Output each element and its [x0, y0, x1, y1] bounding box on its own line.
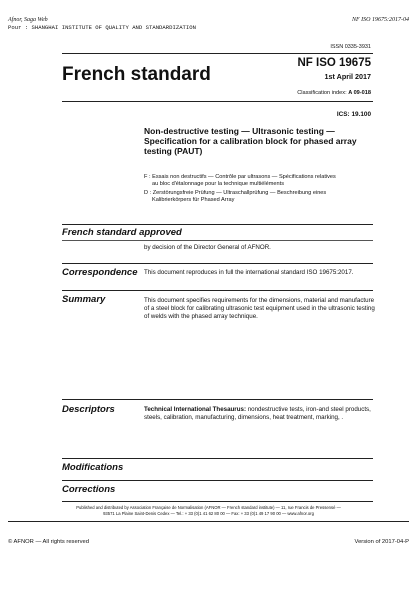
translation-fr-line1	[144, 174, 336, 181]
descriptors-text	[144, 406, 371, 422]
approved-title: French standard approved	[62, 227, 182, 238]
publisher-line1: Published and distributed by Association Française de Normalisation (AFNOR — French standard institute) — 11, rue Francis de Pressensé —	[76, 505, 341, 510]
translation-fr	[144, 174, 336, 189]
approved-rule	[62, 224, 373, 225]
ics-label: ICS:	[336, 111, 350, 118]
document-title: Non-destructive testing — Ultrasonic testing — Specification for a calibration block for phased array testing (PAUT)	[144, 126, 357, 156]
descriptors-title: Descriptors	[62, 404, 115, 415]
classification-label: Classification index:	[297, 90, 347, 96]
summary-text	[144, 297, 375, 322]
publisher-info	[44, 505, 373, 517]
translation-de-line1	[144, 190, 326, 197]
top-rule	[62, 53, 373, 54]
header-reference: NF ISO 19675:2017-04	[352, 17, 409, 23]
footer-bottom-rule	[8, 521, 409, 522]
summary-line: of welds with the phased array technique.	[144, 313, 258, 321]
summary-line: This document specifies requirements for the dimensions, material and manufacture	[144, 297, 375, 304]
standard-number: NF ISO 19675	[297, 57, 371, 69]
header-source: Afnor, Saga Web	[8, 17, 48, 23]
translation-de	[144, 190, 326, 205]
translation-de-line2: Kalibrierkörpers für Phased Array	[152, 197, 235, 204]
descriptors-line1	[144, 406, 371, 414]
translation-de-text1: Zerstörungsfreie Prüfung — Ultraschallprüfung — Beschreibung eines	[152, 190, 327, 196]
publisher-line2: 93571 La Plaine Saint-Denis Cedex — Tel.: + 33 (0)1 41 62 80 00 — Fax: + 33 (0)1 49 17 90 00 — www.afnor.org	[103, 511, 314, 516]
footer-rule	[62, 501, 373, 502]
descriptors-rule	[62, 399, 373, 400]
correspondence-rule	[62, 263, 373, 264]
correspondence-text: This document reproduces in full the international standard ISO 19675:2017.	[144, 269, 354, 276]
summary-rule	[62, 290, 373, 291]
descriptors-line2: steels, calibration, manufacturing, dimensions, heat treatment, marking, .	[144, 414, 344, 422]
corrections-title: Corrections	[62, 484, 116, 495]
page-title: French standard	[62, 64, 211, 85]
modifications-rule	[62, 458, 373, 459]
issn: ISSN 0335-3931	[330, 44, 371, 50]
descriptors-values1: nondestructive tests, iron-and steel products,	[246, 406, 371, 413]
modifications-title: Modifications	[62, 462, 124, 473]
classification-rule	[62, 101, 373, 102]
translation-fr-line2: au bloc d'étalonnage pour la technique multiéléments	[152, 181, 284, 188]
header-recipient: Pour : SHANGHAI INSTITUTE OF QUALITY AND STANDARDIZATION	[8, 24, 196, 31]
approved-underline	[62, 240, 373, 241]
classification-value: A 09-018	[348, 90, 371, 96]
approved-text: by decision of the Director General of AFNOR.	[144, 244, 271, 251]
standard-date: 1st April 2017	[324, 72, 371, 81]
classification-index	[297, 90, 371, 96]
translation-de-lang: D :	[144, 190, 152, 196]
summary-line: of a steel block for calibrating ultrasonic test equipment used in the ultrasonic testing	[144, 305, 375, 313]
ics	[337, 111, 371, 118]
copyright: © AFNOR — All rights reserved	[8, 539, 89, 545]
correspondence-title: Correspondence	[62, 267, 138, 278]
translation-fr-text1: Essais non destructifs — Contrôle par ultrasons — Spécifications relatives	[152, 174, 336, 180]
version: Version of 2017-04-P	[354, 539, 409, 545]
descriptors-label: Technical International Thesaurus:	[144, 406, 246, 413]
summary-title: Summary	[62, 294, 106, 305]
translation-fr-lang: F :	[144, 174, 151, 180]
ics-value: 19.100	[351, 111, 371, 118]
corrections-rule	[62, 480, 373, 481]
